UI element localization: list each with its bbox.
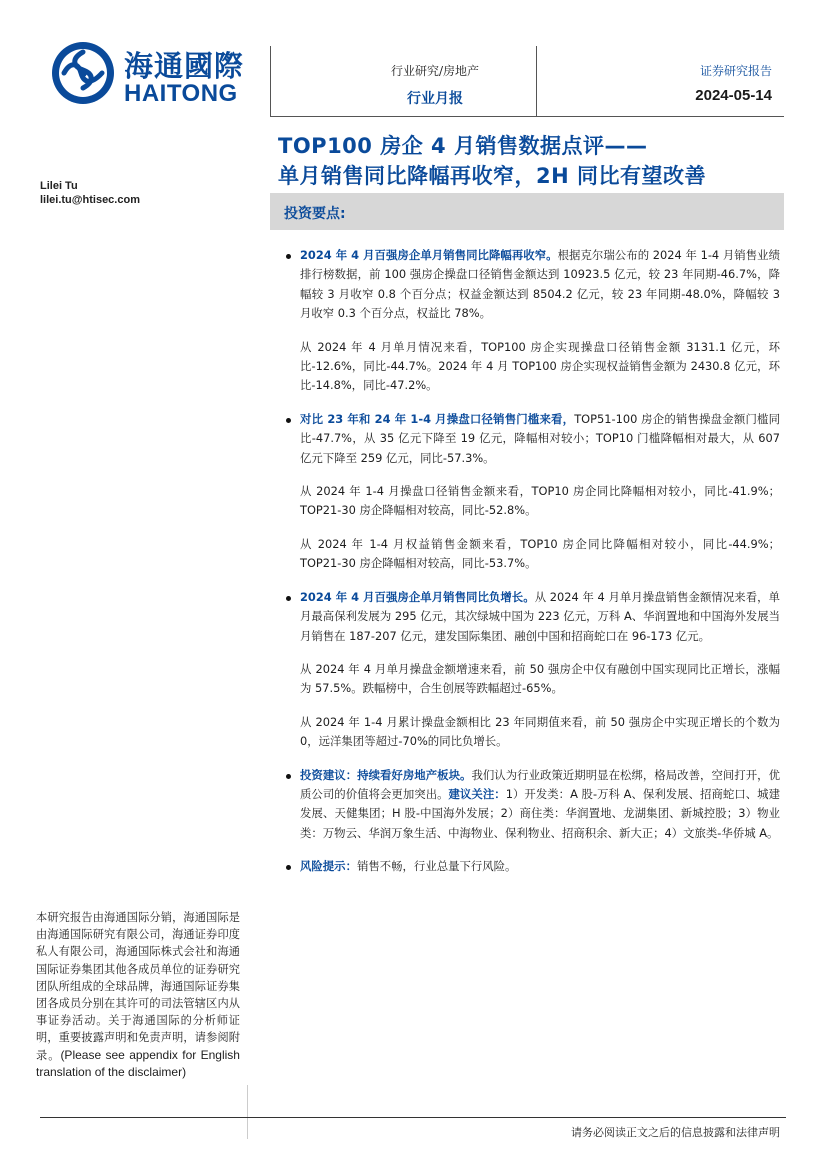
bullet-lead: 投资建议：持续看好房地产板块。: [300, 767, 472, 782]
report-title-line1: TOP100 房企 4 月销售数据点评——: [278, 134, 648, 158]
report-type: 行业月报: [407, 91, 463, 107]
bullet-paragraph: [278, 766, 780, 844]
report-category: 行业研究/房地产: [390, 64, 480, 78]
bullet-paragraph: [278, 857, 780, 876]
report-title-line2: 单月销售同比降幅再收窄，2H 同比有望改善: [278, 164, 706, 188]
bullet-focus-label: 建议关注：: [448, 786, 506, 801]
footer-note: 请务必阅读正文之后的信息披露和法律声明: [571, 1126, 780, 1139]
author-email[interactable]: lilei.tu@htisec.com: [40, 194, 140, 206]
bullet-lead: 对比 23 年和 24 年 1-4 月操盘口径销售门槛来看，: [300, 411, 575, 426]
bullet-paragraph: [278, 246, 780, 324]
disclaimer-cn: 本研究报告由海通国际分销，海通国际是由海通国际研究有限公司，海通证券印度私人有限公司，海通国际株式会社和海通国际证券集团其他各成员单位的证券研究团队所组成的全球品牌，海通国际证券集团各成员分别在其许可的司法管辖区内从事证券活动。关于海通国际的分析师证明，重要披露声明和免责声明，请参阅附录。: [36, 911, 240, 1062]
bullet-text: 我们认为行业政策近期明显在松绑，格局改善，空间打开，优质公司的价值将会更加突出。: [300, 767, 780, 801]
bullet-paragraph: [278, 588, 780, 646]
sidebar-divider: [247, 1085, 248, 1139]
logo-chinese-text: 海通國際: [124, 49, 245, 83]
key-points-heading: 投资要点:: [284, 206, 346, 222]
bullet-lead: 风险提示：: [300, 859, 357, 874]
logo-english-text: HAITONG: [124, 80, 238, 107]
haitong-emblem-icon: [50, 40, 116, 106]
bullet-paragraph: [278, 410, 780, 468]
bullet-text: 从 2024 年 4 月单月操盘销售金额情况来看，单月最高保利发展为 295 亿元，其次绿城中国为 223 亿元，万科 A、华润置地和中国海外发展当月销售在 187-207 亿元，建发国际集团、融创中国和招商蛇口在 96-173 亿元。: [300, 589, 780, 643]
bullet-text: TOP51-100 房企的销售操盘金额门槛同比-47.7%，从 35 亿元下降至 19 亿元，降幅相对较小；TOP10 门槛降幅相对最大，从 607 亿元下降至 259 亿元，同比-57.3%。: [300, 411, 781, 465]
report-body: [278, 246, 780, 891]
header-divider-right: [536, 46, 537, 116]
bullet-text: 销售不畅，行业总量下行风险。: [356, 859, 517, 874]
paragraph: 从 2024 年 4 月单月操盘金额增速来看，前 50 强房企中仅有融创中国实现同比正增长，涨幅为 57.5%。跌幅榜中，合生创展等跌幅超过-65%。: [300, 661, 780, 696]
bullet-lead: 2024 年 4 月百强房企单月销售同比负增长。: [300, 589, 535, 604]
bullet-text: 1）开发类：A 股-万科 A、保利发展、招商蛇口、城建发展、天健集团；H 股-中国海外发展；2）商住类：华润置地、龙湖集团、新城控股；3）物业类：万物云、华润万象生活、中海物业、保利物业、招商积余、新大正；4）文旅类-华侨城 A。: [300, 786, 780, 840]
paragraph: 从 2024 年 4 月单月情况来看，TOP100 房企实现操盘口径销售金额 3131.1 亿元，环比-12.6%，同比-44.7%。2024 年 4 月 TOP100 房企实现权益销售金额为 2430.8 亿元，环比-14.8%，同比-47.2%。: [300, 339, 780, 393]
footer-rule: [40, 1117, 786, 1118]
report-label: 证券研究报告: [699, 64, 772, 78]
paragraph: 从 2024 年 1-4 月权益销售金额来看，TOP10 房企同比降幅相对较小，同比-44.9%；TOP21-30 房企降幅相对较高，同比-53.7%。: [300, 536, 780, 571]
report-date: 2024-05-14: [695, 87, 772, 104]
header-divider-left: [270, 46, 271, 116]
paragraph: 从 2024 年 1-4 月累计操盘金额相比 23 年同期值来看，前 50 强房企中实现正增长的个数为 0，远洋集团等超过-70%的同比负增长。: [300, 714, 780, 749]
disclaimer-sidebar: [36, 909, 240, 1081]
bullet-text: 根据克尔瑞公布的 2024 年 1-4 月销售业绩排行榜数据，前 100 强房企操盘口径销售金额达到 10923.5 亿元，较 23 年同期-46.7%，降幅较 3 月收窄 0.8 个百分点；权益金额达到 8504.2 亿元，较 23 年同期-48.0%，降幅较 3 月收窄 0.3 个百分点，权益比 78%。: [300, 248, 781, 321]
key-points-bar: [270, 193, 784, 230]
author-name: Lilei Tu: [40, 180, 78, 192]
header-rule: [270, 116, 784, 117]
paragraph: 从 2024 年 1-4 月操盘口径销售金额来看，TOP10 房企同比降幅相对较小，同比-41.9%；TOP21-30 房企降幅相对较高，同比-52.8%。: [300, 484, 780, 518]
disclaimer-en: (Please see appendix for English translation of the disclaimer): [36, 1047, 240, 1079]
haitong-logo: [50, 40, 250, 110]
bullet-lead: 2024 年 4 月百强房企单月销售同比降幅再收窄。: [300, 248, 558, 262]
